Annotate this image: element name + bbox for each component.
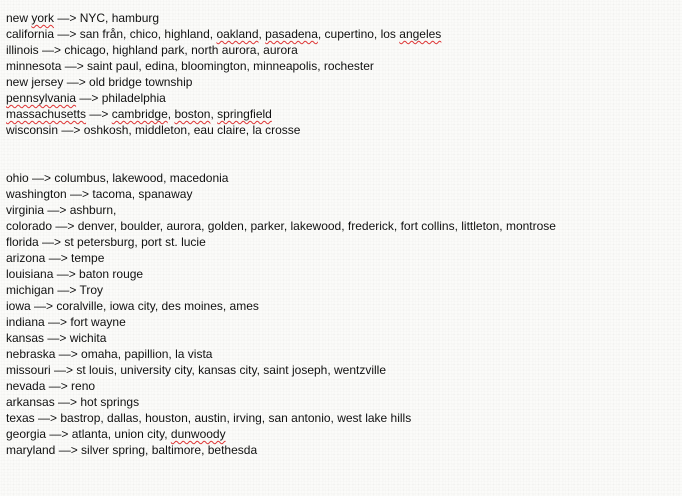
text-line[interactable] [6, 26, 676, 42]
misspelled-word: york [31, 11, 55, 25]
text-segment: arkansas —> hot springs [6, 395, 140, 409]
text-segment: , cupertino, los [317, 27, 400, 41]
text-segment: new jersey —> old bridge township [6, 75, 193, 89]
text-segment: louisiana —> baton rouge [6, 267, 144, 281]
text-line[interactable] [6, 250, 676, 266]
text-segment: california —> san från, chico, highland, [6, 27, 217, 41]
text-line[interactable] [6, 186, 676, 202]
text-segment: —> philadelphia [76, 91, 166, 105]
misspelled-word: pennsylvania [6, 91, 77, 105]
text-segment: —> NYC, hamburg [54, 11, 160, 25]
misspelled-word: massachusetts [6, 107, 87, 121]
text-line[interactable] [6, 282, 676, 298]
text-segment: virginia —> ashburn, [6, 203, 117, 217]
text-line[interactable] [6, 58, 676, 74]
text-line[interactable] [6, 378, 676, 394]
misspelled-word: oakland [216, 27, 259, 41]
text-line[interactable] [6, 90, 676, 106]
document-body[interactable] [6, 10, 676, 458]
text-line[interactable] [6, 42, 676, 58]
text-line[interactable] [6, 442, 676, 458]
text-segment: colorado —> denver, boulder, aurora, golden, parker, lakewood, frederick, fort collins, littleton, montrose [6, 219, 556, 233]
misspelled-word: cambridge [111, 107, 168, 121]
text-line[interactable] [6, 106, 676, 122]
text-line[interactable] [6, 346, 676, 362]
text-line[interactable] [6, 10, 676, 26]
text-line[interactable] [6, 362, 676, 378]
text-segment: nevada —> reno [6, 379, 96, 393]
text-segment: georgia —> atlanta, union city, [6, 427, 171, 441]
text-line[interactable] [6, 202, 676, 218]
text-line[interactable] [6, 330, 676, 346]
text-line[interactable] [6, 122, 676, 138]
text-segment: , [210, 107, 218, 121]
misspelled-word: pasadena [265, 27, 318, 41]
text-line[interactable] [6, 426, 676, 442]
misspelled-word: angeles [399, 27, 442, 41]
text-segment: minnesota —> saint paul, edina, bloomington, minneapolis, rochester [6, 59, 374, 73]
text-segment: , [167, 107, 175, 121]
text-segment: missouri —> st louis, university city, kansas city, saint joseph, wentzville [6, 363, 387, 377]
text-line[interactable] [6, 394, 676, 410]
text-line[interactable] [6, 298, 676, 314]
text-line[interactable] [6, 234, 676, 250]
text-segment: indiana —> fort wayne [6, 315, 126, 329]
text-line[interactable] [6, 218, 676, 234]
text-line[interactable] [6, 410, 676, 426]
misspelled-word: boston [174, 107, 211, 121]
text-segment: ohio —> columbus, lakewood, macedonia [6, 171, 229, 185]
text-line[interactable] [6, 74, 676, 90]
misspelled-word: springfield [217, 107, 272, 121]
text-segment: maryland —> silver spring, baltimore, bethesda [6, 443, 258, 457]
text-segment: washington —> tacoma, spanaway [6, 187, 193, 201]
text-segment: wisconsin —> oshkosh, middleton, eau claire, la crosse [6, 123, 301, 137]
text-segment: new [6, 11, 32, 25]
text-segment: kansas —> wichita [6, 331, 107, 345]
text-segment: , [258, 27, 266, 41]
text-segment: illinois —> chicago, highland park, north aurora, aurora [6, 43, 298, 57]
text-segment: texas —> bastrop, dallas, houston, austin, irving, san antonio, west lake hills [6, 411, 412, 425]
text-line[interactable] [6, 314, 676, 330]
misspelled-word: dunwoody [170, 427, 226, 441]
text-segment: florida —> st petersburg, port st. lucie [6, 235, 206, 249]
text-segment: nebraska —> omaha, papillion, la vista [6, 347, 213, 361]
text-line[interactable] [6, 266, 676, 282]
text-segment: michigan —> Troy [6, 283, 104, 297]
text-segment: arizona —> tempe [6, 251, 105, 265]
text-line[interactable] [6, 170, 676, 186]
blank-gap [6, 138, 676, 170]
text-segment: iowa —> coralville, iowa city, des moines, ames [6, 299, 259, 313]
text-segment: —> [86, 107, 112, 121]
